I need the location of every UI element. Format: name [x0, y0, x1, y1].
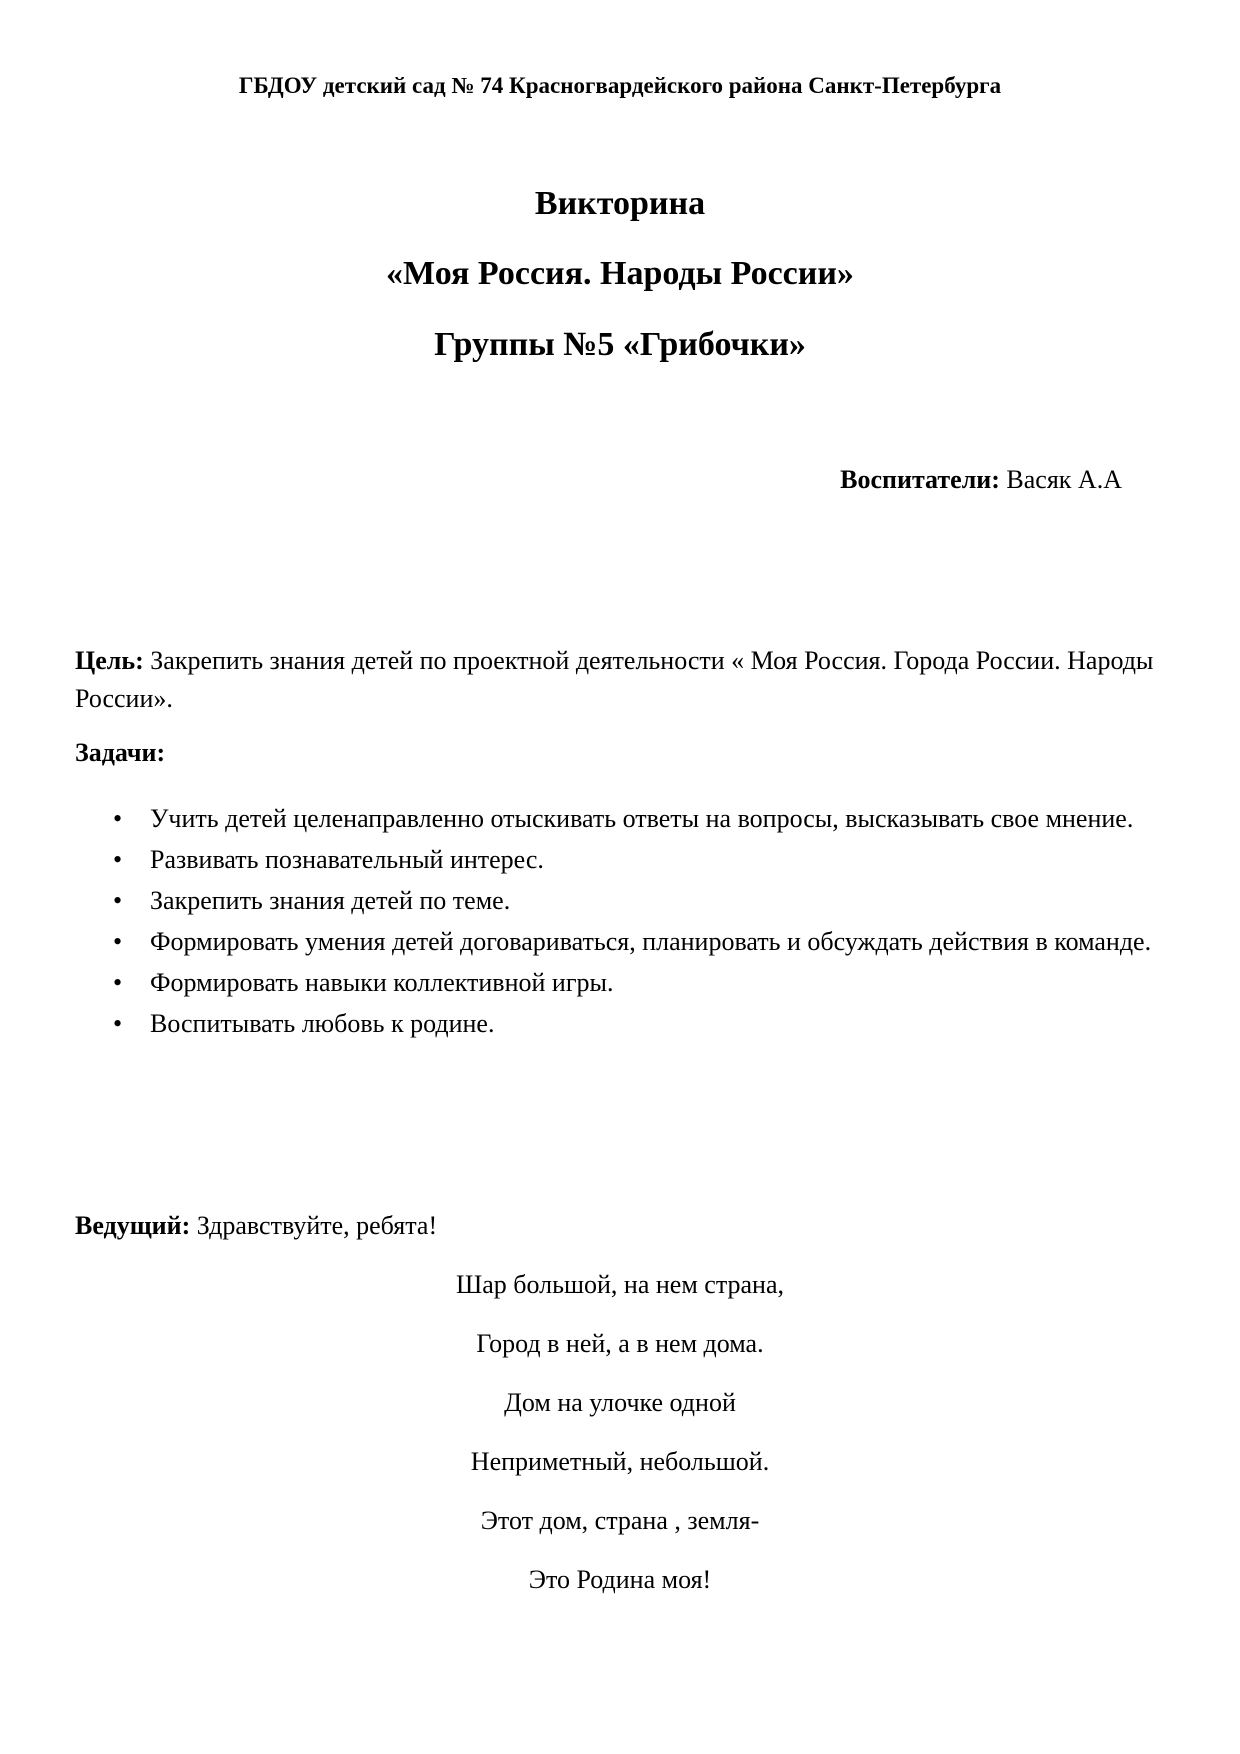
poem-line: Неприметный, небольшой. — [470, 1447, 770, 1476]
bullet-icon: • — [113, 804, 123, 833]
task-text: Закрепить знания детей по теме. — [150, 886, 511, 915]
tasks-heading: Задачи: — [75, 738, 166, 767]
bullet-icon: • — [113, 927, 123, 956]
educators-label: Воспитатели: — [840, 465, 1000, 494]
poem-line: Это Родина моя! — [528, 1565, 712, 1594]
bullet-icon: • — [113, 968, 123, 997]
task-text: Формировать навыки коллективной игры. — [150, 968, 614, 997]
poem-line: Этот дом, страна , земля- — [480, 1506, 760, 1535]
poem-line: Шар большой, на нем страна, — [456, 1270, 784, 1299]
list-item — [75, 800, 1185, 838]
host-text: Здравствуйте, ребята! — [190, 1211, 438, 1240]
bullet-icon: • — [113, 1009, 123, 1038]
poem-line: Город в ней, а в нем дома. — [476, 1329, 764, 1358]
goal-label: Цель: — [75, 646, 144, 675]
list-item — [75, 882, 1185, 920]
bullet-icon: • — [113, 845, 123, 874]
host-line — [75, 1211, 437, 1241]
host-label: Ведущий: — [75, 1211, 191, 1240]
document-title-group: Группы №5 «Грибочки» — [434, 326, 806, 363]
document-title-quiz: Викторина — [534, 185, 706, 222]
task-text: Учить детей целенаправленно отыскивать ответы на вопросы, высказывать свое мнение. — [150, 804, 1134, 833]
tasks-list — [75, 800, 1185, 1046]
educators-names: Васяк А.А — [999, 465, 1122, 494]
poem-line: Дом на улочке одной — [504, 1388, 736, 1417]
organization-header: ГБДОУ детский сад № 74 Красногвардейского района Санкт-Петербурга — [238, 73, 1002, 98]
task-text: Развивать познавательный интерес. — [150, 845, 544, 874]
list-item — [75, 841, 1185, 879]
list-item — [75, 1005, 1185, 1043]
educators-line — [840, 465, 1122, 495]
goal-paragraph — [75, 642, 1175, 718]
goal-text: Закрепить знания детей по проектной деятельности « Моя Россия. Города России. Народы России». — [75, 646, 1154, 713]
bullet-icon: • — [113, 886, 123, 915]
document-title-topic: «Моя Россия. Народы России» — [386, 255, 854, 292]
list-item — [75, 964, 1185, 1002]
task-text: Формировать умения детей договариваться, планировать и обсуждать действия в команде. — [150, 927, 1152, 956]
list-item — [75, 923, 1185, 961]
task-text: Воспитывать любовь к родине. — [150, 1009, 495, 1038]
